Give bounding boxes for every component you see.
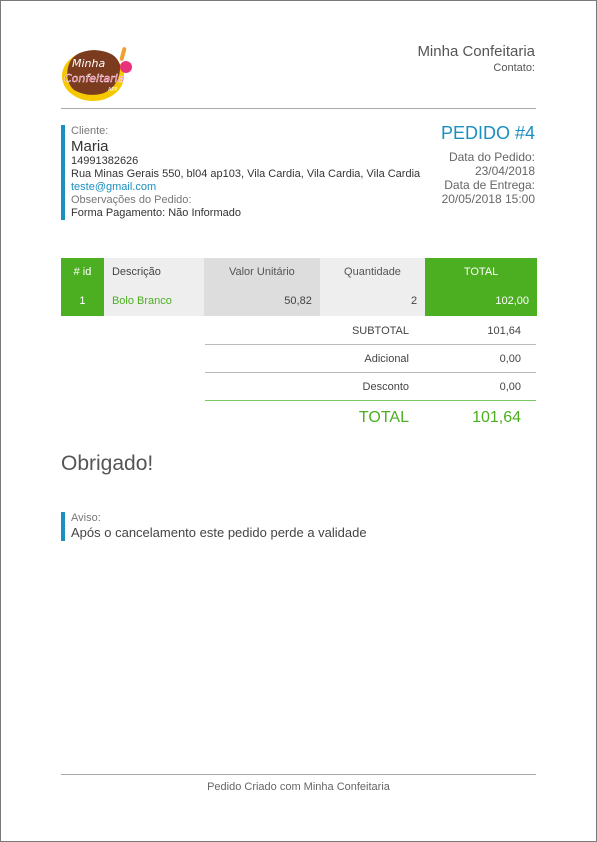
discount-value: 0,00 bbox=[499, 381, 521, 393]
logo-text-3: APP bbox=[108, 87, 118, 93]
notice-block bbox=[61, 512, 367, 541]
footer-divider bbox=[61, 774, 536, 775]
row-quantity: 2 bbox=[320, 286, 425, 316]
total-label: TOTAL bbox=[358, 409, 409, 426]
summary-additional bbox=[205, 344, 536, 372]
header-quantity: Quantidade bbox=[320, 258, 425, 286]
subtotal-value: 101,64 bbox=[487, 325, 521, 337]
client-address: Rua Minas Gerais 550, bl04 ap103, Vila Cardia, Vila Cardia, Vila Cardia bbox=[71, 168, 421, 180]
logo-text-2: Confeitaria bbox=[64, 72, 125, 85]
row-unit-price: 50,82 bbox=[204, 286, 320, 316]
summary-total-divider bbox=[205, 400, 536, 401]
thank-you-message: Obrigado! bbox=[61, 452, 154, 475]
client-name: Maria bbox=[71, 138, 109, 155]
additional-label: Adicional bbox=[364, 353, 409, 365]
order-date-label: Data do Pedido: bbox=[448, 150, 535, 164]
company-info bbox=[417, 43, 535, 75]
order-date: 23/04/2018 bbox=[474, 164, 535, 178]
order-info bbox=[441, 123, 535, 206]
order-notes-label: Observações do Pedido: bbox=[71, 194, 192, 206]
table-header-row bbox=[61, 258, 537, 286]
total-value: 101,64 bbox=[472, 409, 521, 426]
company-contact-label: Contato: bbox=[493, 62, 535, 74]
header-description: Descrição bbox=[104, 258, 204, 286]
header-divider bbox=[61, 108, 536, 109]
items-table bbox=[61, 258, 537, 316]
client-label: Cliente: bbox=[71, 125, 109, 137]
delivery-date-label: Data de Entrega: bbox=[444, 178, 535, 192]
footer-text: Pedido Criado com Minha Confeitaria bbox=[207, 781, 390, 793]
summary-discount bbox=[205, 372, 536, 400]
delivery-date: 20/05/2018 15:00 bbox=[441, 192, 535, 206]
header-id: # id bbox=[61, 258, 104, 286]
header-unit-price: Valor Unitário bbox=[204, 258, 320, 286]
notice-text: Após o cancelamento este pedido perde a validade bbox=[71, 525, 367, 540]
client-email[interactable]: teste@gmail.com bbox=[71, 181, 157, 193]
company-logo bbox=[60, 45, 136, 103]
logo-text-1: Minha bbox=[72, 57, 106, 70]
order-title: PEDIDO #4 bbox=[440, 123, 535, 143]
row-description: Bolo Branco bbox=[104, 286, 204, 316]
notice-label: Aviso: bbox=[71, 512, 101, 524]
row-total: 102,00 bbox=[425, 286, 537, 316]
subtotal-label: SUBTOTAL bbox=[351, 325, 409, 337]
payment-method: Forma Pagamento: Não Informado bbox=[71, 207, 241, 219]
company-name: Minha Confeitaria bbox=[417, 43, 535, 60]
discount-label: Desconto bbox=[362, 381, 409, 393]
table-row bbox=[61, 286, 537, 316]
summary-total bbox=[205, 402, 536, 430]
summary-subtotal bbox=[205, 316, 536, 344]
client-phone: 14991382626 bbox=[71, 155, 139, 167]
header-total: TOTAL bbox=[425, 258, 537, 286]
row-id: 1 bbox=[61, 286, 104, 316]
client-block bbox=[61, 125, 421, 220]
additional-value: 0,00 bbox=[499, 353, 521, 365]
